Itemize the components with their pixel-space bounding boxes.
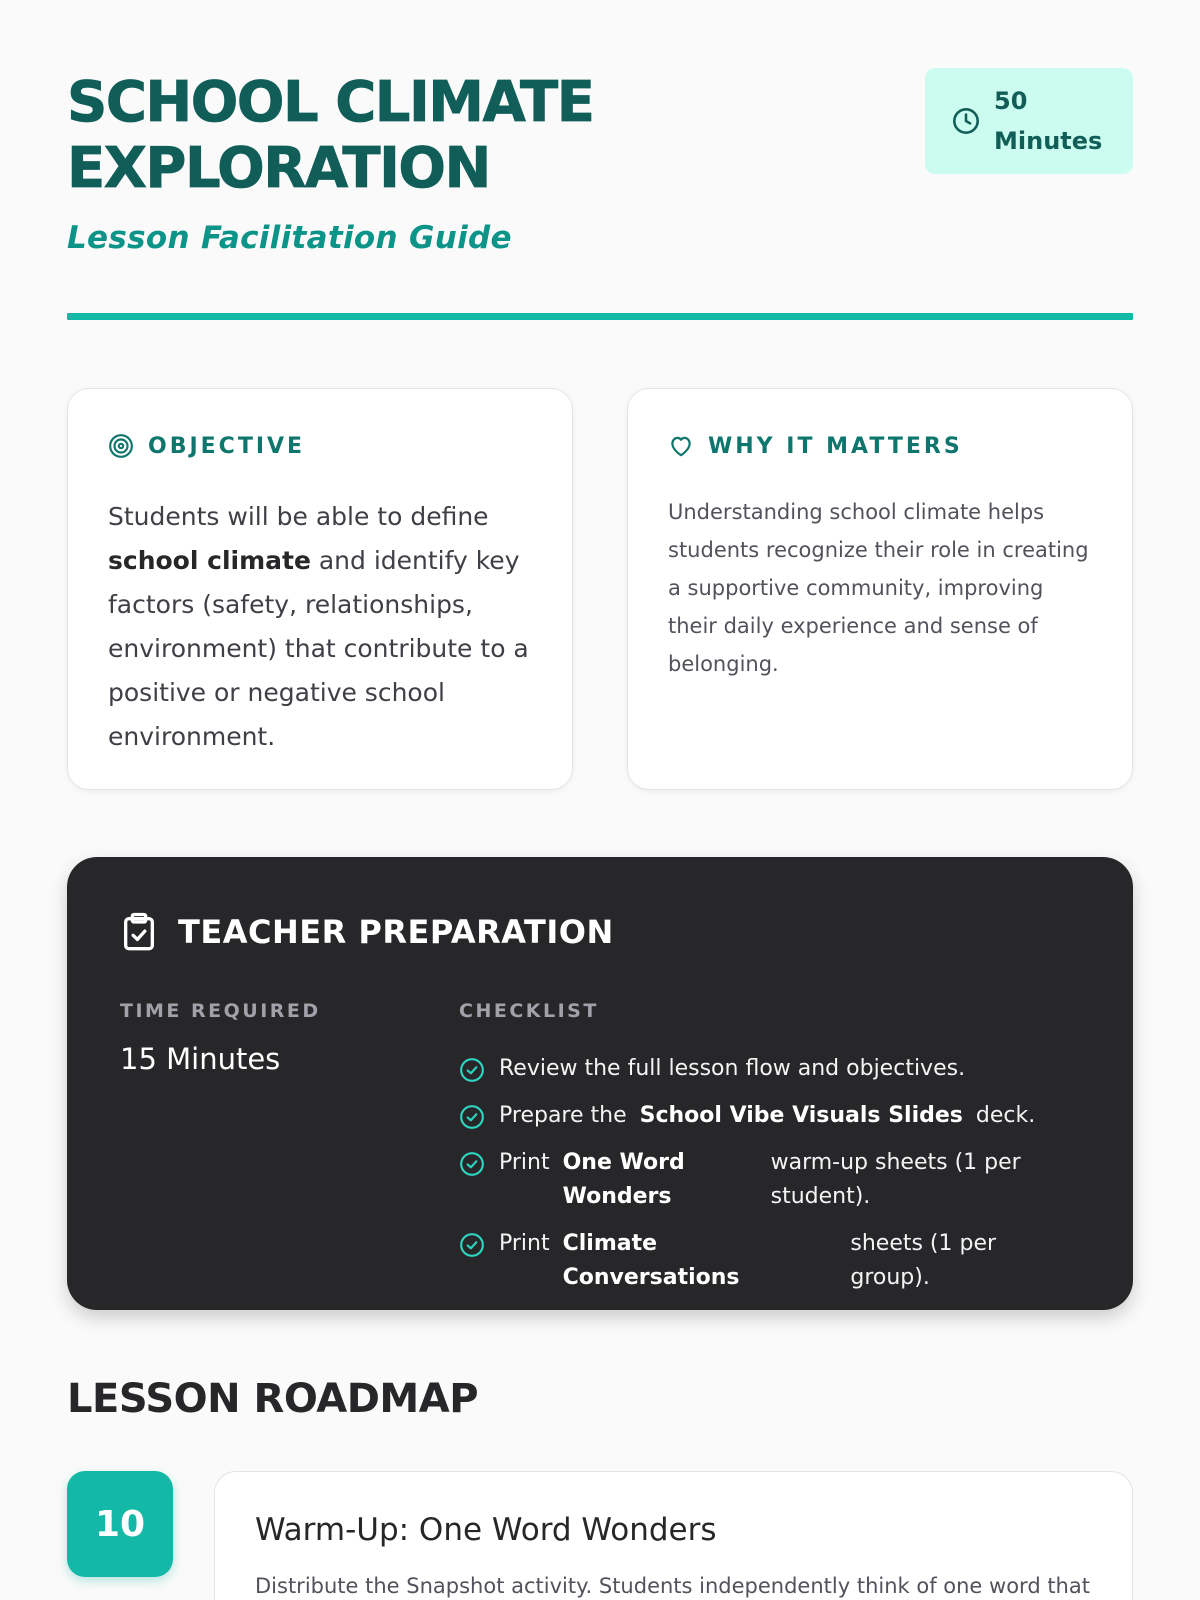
- heart-icon: [668, 433, 694, 459]
- why-text: Understanding school climate helps students recognize their role in creating a supportive community, improving their daily experience and sense of belonging.: [668, 500, 1089, 676]
- step-description: Distribute the Snapshot activity. Students independently think of one word that: [255, 1574, 1090, 1598]
- teacher-preparation-panel: [67, 857, 1133, 1310]
- prep-checklist: [459, 1052, 1079, 1308]
- step-minutes-badge: 10: [67, 1471, 173, 1577]
- checklist-item-resource: Climate Conversations: [562, 1231, 740, 1290]
- checklist-item-text: Review the full lesson flow and objectives.: [499, 1056, 966, 1081]
- checklist-label: CHECKLIST: [459, 1000, 599, 1022]
- page-header: [67, 70, 1133, 260]
- checklist-item-resource: School Vibe Visuals Slides: [639, 1103, 963, 1128]
- roadmap-step-card: [214, 1471, 1133, 1600]
- checklist-item-post: warm-up sheets (1 per student).: [770, 1150, 1021, 1209]
- check-circle-icon: [459, 1104, 485, 1130]
- objective-text: [108, 495, 532, 759]
- prep-title: TEACHER PREPARATION: [178, 913, 614, 951]
- checklist-item: [459, 1099, 1079, 1133]
- checklist-item-pre: Prepare the: [499, 1103, 627, 1128]
- checklist-item: [459, 1146, 1079, 1214]
- why-it-matters-card: [627, 388, 1133, 790]
- page-subtitle: Lesson Facilitation Guide: [67, 220, 512, 256]
- why-label: WHY IT MATTERS: [708, 433, 963, 459]
- step-title: Warm-Up: One Word Wonders: [255, 1512, 717, 1548]
- check-circle-icon: [459, 1057, 485, 1083]
- duration-unit: Minutes: [994, 127, 1103, 155]
- duration-badge: [925, 68, 1133, 174]
- target-icon: [108, 433, 134, 459]
- objective-key-term: school climate: [108, 546, 311, 575]
- title-line-1: SCHOOL CLIMATE: [67, 70, 594, 135]
- checklist-item-post: sheets (1 per group).: [850, 1231, 997, 1290]
- time-required-label: TIME REQUIRED: [120, 1000, 321, 1022]
- header-divider: [67, 313, 1133, 320]
- objective-label: OBJECTIVE: [148, 433, 306, 459]
- check-circle-icon: [459, 1151, 485, 1177]
- duration-text: [994, 81, 1102, 161]
- check-circle-icon: [459, 1232, 485, 1258]
- checklist-item-post: deck.: [975, 1103, 1036, 1128]
- objective-text-end: and identify key factors (safety, relationships, environment) that contribute to a positive or negative school environment.: [108, 546, 529, 751]
- checklist-item-pre: Print: [499, 1231, 550, 1256]
- title-line-2: EXPLORATION: [67, 136, 490, 201]
- time-required-value: 15 Minutes: [120, 1042, 281, 1076]
- objective-card-header: [108, 429, 532, 463]
- checklist-item-pre: Print: [499, 1150, 550, 1175]
- roadmap-title: LESSON ROADMAP: [67, 1376, 479, 1422]
- prep-header: [122, 912, 614, 952]
- clock-icon: [952, 107, 980, 135]
- duration-number: 50: [994, 87, 1028, 115]
- checklist-item: [459, 1052, 1079, 1086]
- page-title: [67, 70, 687, 202]
- objective-text-start: Students will be able to define: [108, 502, 489, 531]
- objective-card: [67, 388, 573, 790]
- checklist-item: [459, 1227, 1079, 1295]
- checklist-item-resource: One Word Wonders: [562, 1150, 685, 1209]
- why-card-header: [668, 429, 1092, 463]
- clipboard-check-icon: [122, 912, 156, 952]
